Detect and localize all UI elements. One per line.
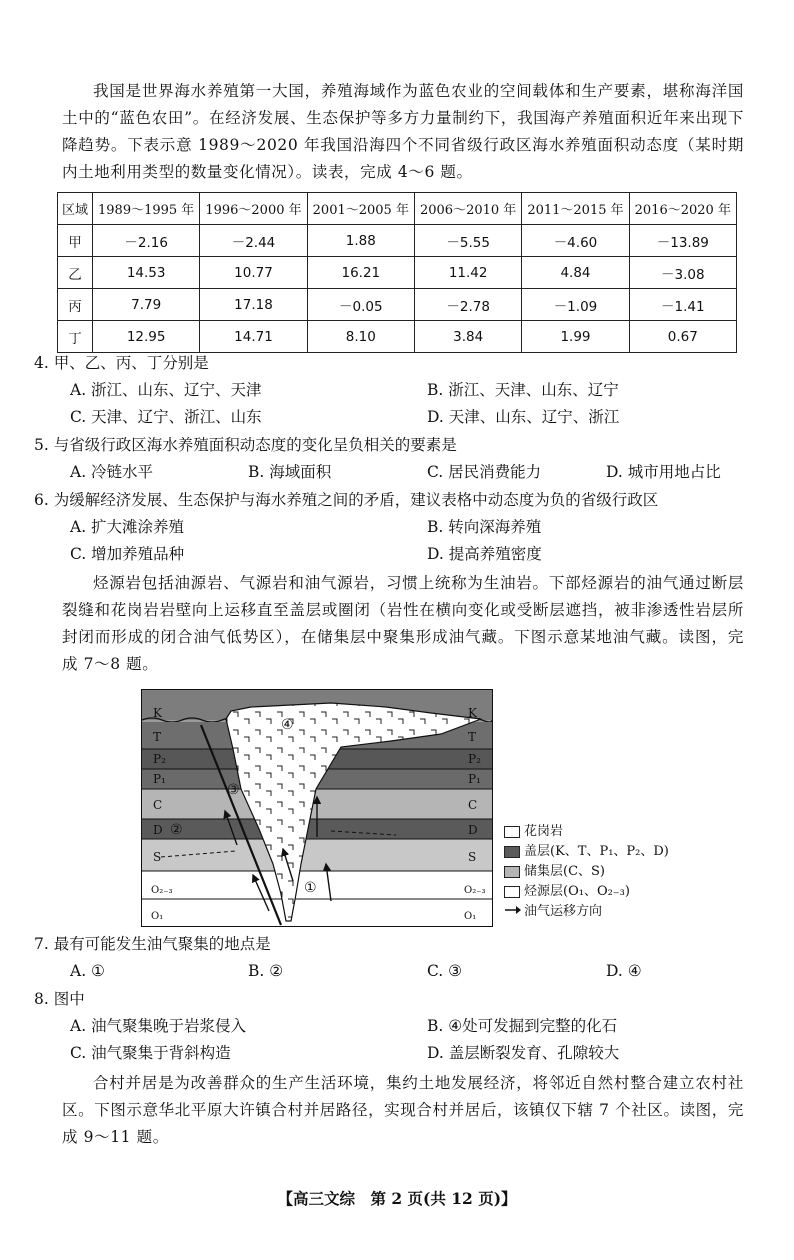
q5-option-c[interactable]: C. 居民消费能力 — [427, 463, 542, 481]
legend-cap-label: 盖层(K、T、P₁、P₂、D) — [524, 844, 669, 859]
q5-option-a[interactable]: A. 冷链水平 — [70, 463, 154, 481]
table-cell: 1.88 — [307, 225, 414, 257]
table-cell: 11.42 — [414, 257, 521, 289]
q6-option-a[interactable]: A. 扩大滩涂养殖 — [70, 518, 185, 536]
label-p2-left: P₂ — [153, 752, 166, 766]
table-header: 2006～2010 年 — [414, 193, 521, 225]
q7-option-c[interactable]: C. ③ — [427, 962, 463, 980]
label-k-right: K — [468, 706, 477, 720]
label-o1-right: O₁ — [464, 911, 477, 922]
label-t-left: T — [153, 730, 162, 744]
page-footer: 【高三文综 第 2 页(共 12 页)】 — [277, 1189, 517, 1208]
table-cell: 10.77 — [200, 257, 307, 289]
table-header: 区域 — [58, 193, 93, 225]
arrow-icon — [504, 904, 522, 919]
question-4-stem: 4. 甲、乙、丙、丁分别是 — [34, 354, 209, 372]
table-cell: 3.84 — [414, 321, 521, 353]
q7-option-b[interactable]: B. ② — [248, 962, 284, 980]
table-cell: －1.41 — [629, 289, 736, 321]
table-row — [58, 289, 737, 321]
table-cell: 16.21 — [307, 257, 414, 289]
question-7-stem: 7. 最有可能发生油气聚集的地点是 — [34, 935, 271, 953]
table-cell: －2.78 — [414, 289, 521, 321]
source-swatch — [504, 886, 520, 898]
legend-source-label: 烃源层(O₁、O₂₋₃) — [524, 884, 630, 899]
table-cell: －5.55 — [414, 225, 521, 257]
table-cell: －2.16 — [93, 225, 200, 257]
q8-option-b[interactable]: B. ④处可发掘到完整的化石 — [427, 1017, 618, 1035]
table-cell: －13.89 — [629, 225, 736, 257]
q8-option-a[interactable]: A. 油气聚集晚于岩浆侵入 — [70, 1017, 247, 1035]
label-o23-left: O₂₋₃ — [151, 885, 173, 896]
aquaculture-dynamic-table — [57, 192, 737, 353]
label-c-right: C — [468, 798, 478, 812]
table-cell: －4.60 — [522, 225, 629, 257]
q6-option-d[interactable]: D. 提高养殖密度 — [427, 545, 542, 563]
q4-option-a[interactable]: A. 浙江、山东、辽宁、天津 — [70, 381, 262, 399]
table-cell: 7.79 — [93, 289, 200, 321]
label-t-right: T — [468, 730, 477, 744]
q8-option-d[interactable]: D. 盖层断裂发育、孔隙较大 — [427, 1044, 620, 1062]
table-cell: 12.95 — [93, 321, 200, 353]
table-cell: 1.99 — [522, 321, 629, 353]
legend-migration-label: 油气运移方向 — [524, 904, 603, 919]
q4-option-d[interactable]: D. 天津、山东、辽宁、浙江 — [427, 408, 620, 426]
table-cell: 17.18 — [200, 289, 307, 321]
table-cell: 14.71 — [200, 321, 307, 353]
table-cell: 4.84 — [522, 257, 629, 289]
table-header: 1989～1995 年 — [93, 193, 200, 225]
table-cell: －0.05 — [307, 289, 414, 321]
label-o23-right: O₂₋₃ — [464, 885, 486, 896]
legend-storage — [504, 860, 605, 879]
intro-oil-gas: 烃源岩包括油源岩、气源岩和油气源岩，习惯上统称为生油岩。下部烃源岩的油气通过断层裂缝和花岗岩岩壁向上运移直至盖层或圈闭（岩性在横向变化或受断层遮挡，被非渗透性岩层所封闭而形成的闭合油气低势区），在储集层中聚集形成油气藏。下图示意某地油气藏。读图，完成 7～8 题。 — [62, 574, 744, 673]
table-cell: 14.53 — [93, 257, 200, 289]
oil-gas-reservoir-diagram — [141, 689, 493, 927]
table-row — [58, 321, 737, 353]
label-p1-right: P₁ — [468, 772, 481, 786]
q7-option-a[interactable]: A. ① — [70, 962, 105, 980]
q7-option-d[interactable]: D. ④ — [606, 962, 642, 980]
table-row — [58, 225, 737, 257]
q5-option-d[interactable]: D. 城市用地占比 — [606, 463, 721, 481]
table-header: 2001～2005 年 — [307, 193, 414, 225]
label-s-right: S — [468, 850, 477, 864]
table-cell: 甲 — [58, 225, 93, 257]
q8-option-c[interactable]: C. 油气聚集于背斜构造 — [70, 1044, 231, 1062]
question-5-stem: 5. 与省级行政区海水养殖面积动态度的变化呈负相关的要素是 — [34, 436, 457, 454]
label-c-left: C — [153, 798, 163, 812]
marker-4: ④ — [281, 717, 294, 733]
storage-swatch — [504, 866, 520, 878]
q6-option-b[interactable]: B. 转向深海养殖 — [427, 518, 542, 536]
q5-option-b[interactable]: B. 海域面积 — [248, 463, 332, 481]
marker-2: ② — [170, 822, 183, 838]
legend-cap — [504, 840, 669, 859]
table-header: 1996～2000 年 — [200, 193, 307, 225]
legend-migration — [504, 900, 602, 919]
cap-swatch — [504, 846, 520, 858]
table-cell: 乙 — [58, 257, 93, 289]
table-header-row — [58, 193, 737, 225]
table-cell: 8.10 — [307, 321, 414, 353]
table-cell: －3.08 — [629, 257, 736, 289]
legend-storage-label: 储集层(C、S) — [524, 864, 605, 879]
q6-option-c[interactable]: C. 增加养殖品种 — [70, 545, 185, 563]
table-header: 2016～2020 年 — [629, 193, 736, 225]
label-p2-right: P₂ — [468, 752, 481, 766]
question-8-stem: 8. 图中 — [34, 990, 85, 1008]
intro-aquaculture: 我国是世界海水养殖第一大国，养殖海域作为蓝色农业的空间载体和生产要素，堪称海洋国土中的“蓝色农田”。在经济发展、生态保护等多方力量制约下，我国海产养殖面积近年来出现下降趋势。下表示意 1989～2020 年我国沿海四个不同省级行政区海水养殖面积动态度（某时期内土地利用类型的数量变化情况）。读表，完成 4～6 题。 — [62, 82, 744, 181]
granite-swatch — [504, 826, 520, 838]
intro-village-merge: 合村并居是为改善群众的生产生活环境，集约土地发展经济，将邻近自然村整合建立农村社区。下图示意华北平原大许镇合村并居路径，实现合村并居后，该镇仅下辖 7 个社区。读图，完成 9～11 题。 — [62, 1074, 744, 1146]
table-cell: 0.67 — [629, 321, 736, 353]
label-p1-left: P₁ — [153, 772, 166, 786]
table-cell: －2.44 — [200, 225, 307, 257]
label-d-right: D — [468, 823, 478, 837]
label-d-left: D — [153, 823, 163, 837]
table-row — [58, 257, 737, 289]
legend-granite-label: 花岗岩 — [524, 824, 564, 839]
question-6-stem: 6. 为缓解经济发展、生态保护与海水养殖之间的矛盾，建议表格中动态度为负的省级行政区 — [34, 491, 659, 509]
table-header: 2011～2015 年 — [522, 193, 629, 225]
legend-source — [504, 880, 630, 899]
marker-1: ① — [304, 880, 317, 896]
table-cell: －1.09 — [522, 289, 629, 321]
label-o1-left: O₁ — [151, 911, 164, 922]
table-cell: 丙 — [58, 289, 93, 321]
label-k-left: K — [153, 706, 162, 720]
table-cell: 丁 — [58, 321, 93, 353]
q4-option-b[interactable]: B. 浙江、天津、山东、辽宁 — [427, 381, 619, 399]
q4-option-c[interactable]: C. 天津、辽宁、浙江、山东 — [70, 408, 262, 426]
label-s-left: S — [153, 850, 162, 864]
marker-3: ③ — [227, 782, 240, 798]
legend-granite — [504, 820, 563, 839]
